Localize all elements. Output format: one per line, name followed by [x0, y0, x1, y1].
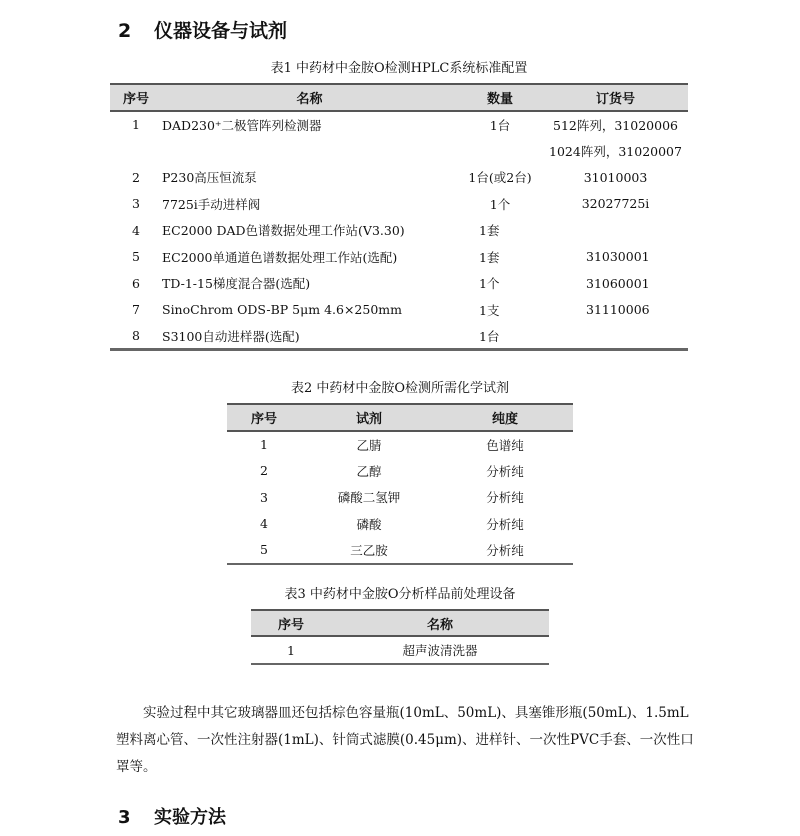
cell-name: EC2000 DAD色谱数据处理工作站(V3.30) — [162, 223, 405, 239]
cell-qty: 1套 — [479, 249, 500, 265]
cell-purity: 分析纯 — [486, 490, 524, 506]
table-row — [110, 191, 688, 218]
table-row — [110, 323, 688, 350]
cell-no: 2 — [132, 169, 140, 185]
col-header: 数量 — [486, 92, 513, 107]
cell-purity: 分析纯 — [486, 542, 524, 558]
table-row — [110, 217, 688, 244]
table3-caption: 表3 中药材中金胺O分析样品前处理设备 — [284, 587, 516, 602]
cell-no: 7 — [132, 302, 140, 318]
section-title: 仪器设备与试剂 — [154, 20, 288, 42]
col-header: 试剂 — [355, 412, 382, 427]
cell-qty — [457, 138, 543, 165]
cell-no: 4 — [260, 516, 268, 532]
cell-qty: 1台 — [489, 117, 511, 133]
col-header: 订货号 — [595, 92, 635, 107]
cell-qty: 1个 — [489, 196, 511, 212]
cell-qty: 1支 — [479, 302, 500, 318]
table-row — [110, 270, 688, 297]
cell-order — [543, 323, 688, 350]
section-number: 2 — [118, 20, 132, 42]
cell-order — [543, 217, 688, 244]
table2-caption: 表2 中药材中金胺O检测所需化学试剂 — [290, 381, 510, 396]
cell-order: 31060001 — [586, 275, 650, 291]
col-header: 纯度 — [491, 412, 518, 427]
table1-caption: 表1 中药材中金胺O检测HPLC系统标准配置 — [270, 61, 528, 76]
cell-name: 超声波清洗器 — [402, 643, 478, 658]
cell-name: P230高压恒流泵 — [162, 170, 257, 186]
cell-no: 1 — [260, 437, 268, 453]
cell-no: 4 — [132, 222, 140, 238]
cell-qty: 1套 — [479, 223, 500, 239]
table-row — [110, 244, 688, 271]
col-header: 序号 — [122, 92, 149, 107]
cell-name: S3100自动进样器(选配) — [162, 328, 300, 344]
cell-order: 1024阵列，31020007 — [549, 143, 682, 159]
cell-purity: 分析纯 — [486, 516, 524, 532]
cell-reagent: 三乙胺 — [350, 542, 388, 558]
table-row — [110, 138, 688, 165]
table3 — [251, 609, 549, 665]
cell-qty: 1台 — [479, 328, 500, 344]
cell-reagent: 磷酸 — [356, 516, 382, 532]
cell-no: 8 — [132, 328, 140, 343]
paragraph-text: 实验过程中其它玻璃器皿还包括棕色容量瓶(10mL、50mL)、具塞锥形瓶(50mL)、1.5mL塑料离心管、一次性注射器(1mL)、针筒式滤膜(0.45μm)、进样针、一次性PVC手套、一次性口罩等。 — [116, 705, 694, 775]
cell-purity: 色谱纯 — [486, 437, 524, 453]
cell-order: 512阵列，31020006 — [553, 117, 678, 133]
col-header: 序号 — [277, 617, 304, 633]
table-header-row — [227, 404, 573, 431]
cell-no: 2 — [260, 463, 268, 479]
table-row — [227, 511, 573, 538]
cell-no — [110, 138, 162, 165]
section-heading-3 — [118, 803, 226, 829]
section-heading-2 — [118, 16, 287, 43]
cell-qty: 1个 — [479, 276, 500, 292]
cell-no: 1 — [132, 117, 140, 133]
table-header-row — [110, 84, 688, 111]
table-row — [227, 537, 573, 564]
cell-no: 5 — [260, 542, 268, 558]
cell-no: 1 — [287, 642, 295, 658]
table-row — [110, 111, 688, 138]
cell-reagent: 乙醇 — [356, 463, 382, 479]
body-paragraph — [116, 700, 696, 781]
cell-no: 5 — [132, 249, 140, 265]
cell-name: EC2000单通道色谱数据处理工作站(选配) — [162, 249, 398, 265]
table-row — [227, 484, 573, 511]
cell-reagent: 磷酸二氢钾 — [337, 490, 401, 506]
col-header: 序号 — [250, 412, 277, 427]
section-number: 3 — [118, 807, 131, 828]
cell-qty: 1台(或2台) — [468, 170, 532, 186]
section-title: 实验方法 — [154, 807, 226, 828]
cell-purity: 分析纯 — [486, 463, 524, 479]
cell-reagent: 乙腈 — [356, 437, 382, 453]
table1 — [110, 83, 688, 351]
table2 — [227, 403, 573, 565]
col-header: 名称 — [426, 617, 453, 633]
table-row — [251, 636, 549, 664]
cell-name — [162, 138, 457, 165]
cell-name: TD-1-15梯度混合器(选配) — [162, 276, 311, 292]
table-row — [227, 458, 573, 485]
table-row — [110, 164, 688, 191]
cell-order: 31010003 — [583, 169, 648, 185]
cell-order: 31110006 — [586, 302, 650, 318]
cell-no: 3 — [260, 489, 268, 505]
cell-name: 7725i手动进样阀 — [162, 196, 261, 212]
cell-no: 3 — [132, 196, 140, 212]
table-header-row — [251, 610, 549, 636]
cell-order: 32027725i — [581, 196, 650, 212]
cell-order: 31030001 — [586, 249, 650, 265]
cell-name: SinoChrom ODS-BP 5μm 4.6×250mm — [162, 302, 402, 318]
cell-no: 6 — [132, 275, 140, 291]
cell-name: DAD230⁺二极管阵列检测器 — [162, 117, 322, 133]
table-row — [227, 431, 573, 458]
col-header: 名称 — [296, 92, 323, 107]
table-row — [110, 297, 688, 324]
